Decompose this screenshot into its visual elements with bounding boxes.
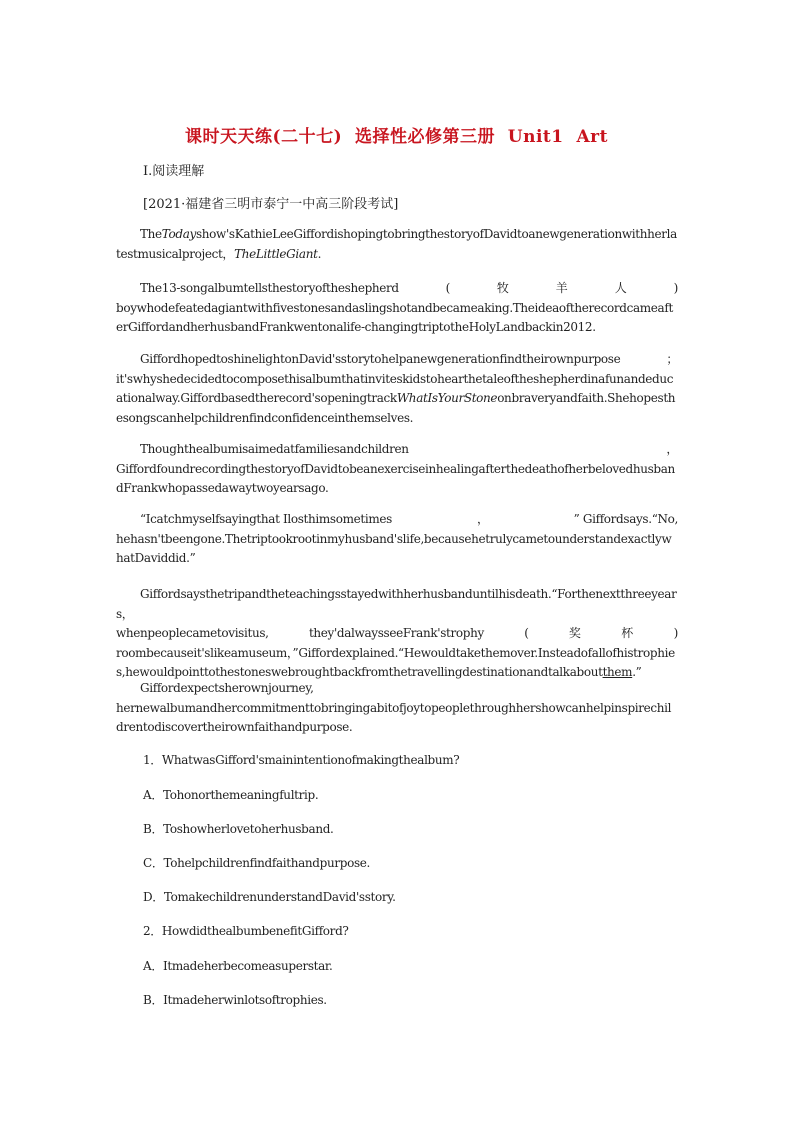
p6-first-line xyxy=(116,585,678,624)
p6-text-l2b: they'dalwaysseeFrank'strophy xyxy=(308,626,484,640)
q2-option-b: B．Itmadeherwinlotsoftrophies. xyxy=(143,993,327,1007)
page-title: 课时天天练(二十七) 选择性必修第三册 Unit1 Art xyxy=(185,127,608,147)
paragraph-6 xyxy=(116,585,678,683)
p7-first-line xyxy=(116,679,678,699)
p3-first-line xyxy=(116,350,678,370)
p4-comma: ， xyxy=(666,442,678,456)
source-label: [2021·福建省三明市泰宁一中高三阶段考试] xyxy=(143,197,399,212)
p6-paren-open: ( xyxy=(524,626,529,640)
paragraph-7 xyxy=(116,679,678,738)
p5-comma: ， xyxy=(476,512,489,526)
p3-text-a: GiffordhopedtoshinelightonDavid'sstorytohelpanewgenerationfindtheirownpurpose xyxy=(140,352,621,366)
p2-paren-close: ) xyxy=(673,281,678,295)
q1-option-b: B．Toshowherlovetoherhusband. xyxy=(143,822,334,836)
p2-cn-3: 人 xyxy=(614,281,627,295)
p1-show-name: Today xyxy=(161,227,196,241)
p6-text-l1: Giffordsaysthetripandtheteachingsstayedwithherhusbanduntilhisdeath.“Forthenextthreeyears， xyxy=(116,587,677,621)
p6-cn-1: 奖 xyxy=(568,626,581,640)
p3-semicolon: ； xyxy=(666,352,678,366)
p1-text-b: show'sKathieLeeGiffordishopingtobringthestoryofDavidtoanewgenerationwithherlatestmusicalproject， xyxy=(116,227,677,261)
p3-text-b: it'swhyshedecidedtocomposethisalbumthatinviteskidstohearthetaleoftheshepherdinafunandeducationalway.Giffordbasedtherecord'sopeningtrack xyxy=(116,371,674,405)
q1-option-d: D．TomakechildrenunderstandDavid'sstory. xyxy=(143,890,396,904)
p6-text-b: .” xyxy=(632,665,642,679)
p2-text-rest: boywhodefeatedagiantwithfivestonesandaslingshotandbecameaking.TheideaoftherecordcameafterGiffordandherhusbandFrankwentonalife-changingtriptotheHolyLandbackin2012. xyxy=(116,300,673,334)
p2-text-a: The13-songalbumtellsthestoryoftheshepherd xyxy=(140,281,399,295)
section-heading: Ⅰ.阅读理解 xyxy=(143,164,205,179)
p1-album-name: TheLittleGiant xyxy=(234,246,318,261)
p4-text-rest: GiffordfoundrecordingthestoryofDavidtobeanexerciseinhealingafterthedeathofherbelovedhusbandFrankwhopassedawaytwoyearsago. xyxy=(116,461,675,495)
p5-text-rest: hehasn'tbeengone.Thetriptookrootinmyhusband'slife,becausehetrulycametounderstandexactlywhatDaviddid.” xyxy=(116,531,672,565)
paragraph-2 xyxy=(116,279,678,338)
p6-body xyxy=(116,644,678,683)
p6-text-a: roombecauseit'slikeamuseum，”Giffordexplained.“Hewouldtakethemover.Insteadofallofhistrophies,hewouldpointtothestoneswebroughtbackfromthetravellingdestinationandtalkabout xyxy=(116,645,675,679)
q2-option-a: A．Itmadeherbecomeasuperstar. xyxy=(143,959,333,973)
p2-paren-open: ( xyxy=(445,281,450,295)
p4-text-a: Thoughthealbumisaimedatfamiliesandchildren xyxy=(140,442,409,456)
question-1: 1．WhatwasGifford'smainintentionofmakingthealbum? xyxy=(143,753,460,767)
p1-text-c: . xyxy=(317,246,322,261)
p2-cn-1: 牧 xyxy=(496,281,509,295)
p7-text-l1: Giffordexpectsherownjourney, xyxy=(140,681,314,695)
p2-first-line xyxy=(116,279,678,299)
p1-text-a: The xyxy=(140,227,162,241)
paragraph-3 xyxy=(116,350,678,428)
p3-body xyxy=(116,370,678,429)
p5-first-line xyxy=(116,510,678,530)
paragraph-5 xyxy=(116,510,678,569)
q1-option-c: C．Tohelpchildrenfindfaithandpurpose. xyxy=(143,856,370,870)
p6-paren-close: ) xyxy=(673,626,678,640)
p2-cn-2: 羊 xyxy=(555,281,568,295)
p7-text-rest: hernewalbumandhercommitmenttobringingabitofjoytopeoplethroughhershowcanhelpinspirechildrentodiscovertheirownfaithandpurpose. xyxy=(116,700,672,734)
paragraph-4 xyxy=(116,440,678,499)
p6-cn-2: 杯 xyxy=(621,626,634,640)
p3-text-c: onbraveryandfaith.Shehopesthesongscanhelpchildrenfindconfidenceinthemselves. xyxy=(116,391,676,425)
p6-second-line xyxy=(116,624,678,644)
p4-first-line xyxy=(116,440,678,460)
q1-option-a: A．Tohonorthemeaningfultrip. xyxy=(143,788,319,802)
paragraph-1 xyxy=(116,225,678,264)
p5-text-c: ” Giffordsays.“No, xyxy=(573,512,678,526)
p3-track-name: WhatIsYourStone xyxy=(396,391,498,405)
p6-underlined-word: them xyxy=(602,665,633,679)
p5-text-a: “Icatchmyselfsayingthat Ilosthimsometimes xyxy=(140,512,392,526)
question-2: 2．HowdidthealbumbenefitGifford? xyxy=(143,924,349,938)
p6-text-l2a: whenpeoplecametovisitus, xyxy=(116,626,269,640)
